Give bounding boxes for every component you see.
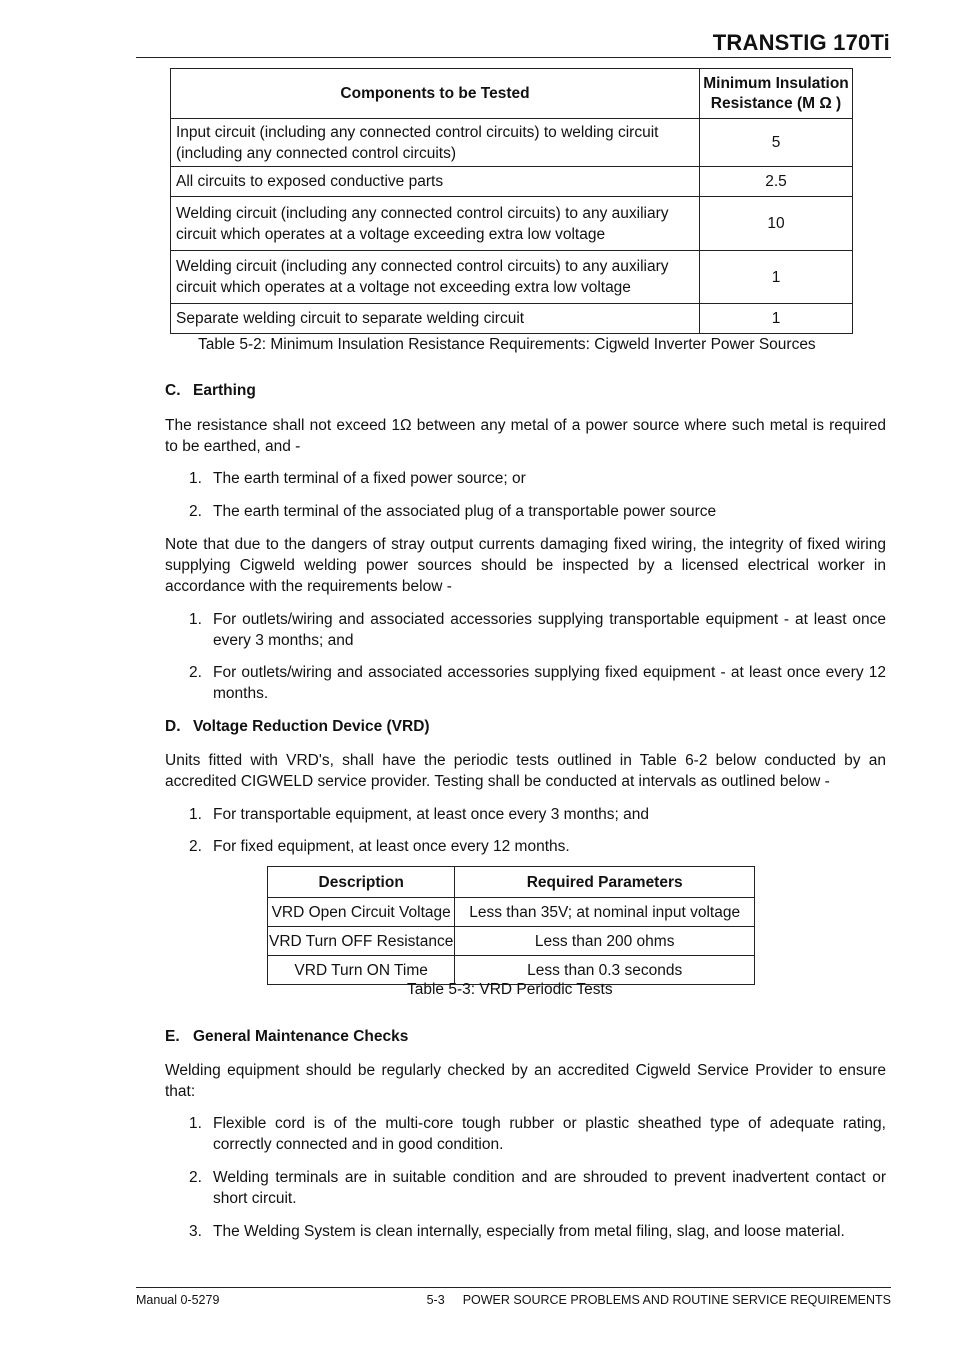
list-text: The earth terminal of the associated plug of a transportable power source — [213, 503, 717, 520]
table-cell: 1 — [700, 251, 853, 304]
list-number: 1. — [189, 806, 202, 823]
section-letter: E. — [165, 1028, 180, 1045]
column-header: Required Parameters — [455, 867, 755, 898]
vrd-periodic-tests-table — [267, 866, 755, 985]
list-text: Flexible cord is of the multi-core tough rubber or plastic sheathed type of adequate rating, correctly connected and in good condition. — [213, 1115, 886, 1153]
list-item — [189, 609, 886, 651]
list-text: For fixed equipment, at least once every 12 months. — [213, 838, 570, 855]
table-cell: VRD Open Circuit Voltage — [268, 898, 455, 927]
list-text: For outlets/wiring and associated accessories supplying transportable equipment - at least once every 3 months; and — [213, 611, 886, 649]
section-heading-general-maintenance — [165, 1028, 408, 1046]
paragraph: Units fitted with VRD's, shall have the periodic tests outlined in Table 6-2 below conducted by an accredited CIGWELD service provider. Testing shall be conducted at intervals as outlined below - — [165, 752, 886, 790]
table-row — [171, 167, 853, 197]
table-cell: Separate welding circuit to separate welding circuit — [171, 304, 700, 334]
list-number: 3. — [189, 1223, 202, 1240]
column-header-line: Resistance (M Ω ) — [710, 94, 842, 112]
table-cell: Input circuit (including any connected control circuits) to welding circuit (including any connected control circuits) — [171, 119, 700, 167]
section-heading-vrd — [165, 718, 430, 736]
list-item — [189, 1221, 886, 1242]
table-caption: Table 5-3: VRD Periodic Tests — [407, 981, 613, 998]
column-header: Components to be Tested — [171, 69, 700, 119]
list-number: 1. — [189, 470, 202, 487]
list-item — [189, 468, 886, 489]
list-item — [189, 1167, 886, 1209]
table-cell: VRD Turn ON Time — [268, 956, 455, 985]
footer-manual-number: Manual 0-5279 — [136, 1293, 220, 1307]
table-cell: Welding circuit (including any connected control circuits) to any auxiliary circuit which operates at a voltage not exceeding extra low voltage — [171, 251, 700, 304]
table-header-row — [268, 867, 755, 898]
table-cell: 1 — [700, 304, 853, 334]
paragraph: Welding equipment should be regularly checked by an accredited Cigweld Service Provider to ensure that: — [165, 1062, 886, 1100]
list-item — [189, 804, 886, 825]
section-letter: C. — [165, 382, 181, 399]
footer-divider — [136, 1287, 891, 1288]
table-row — [171, 119, 853, 167]
list-text: For transportable equipment, at least once every 3 months; and — [213, 806, 649, 823]
header-divider — [136, 57, 891, 58]
table-cell: All circuits to exposed conductive parts — [171, 167, 700, 197]
table-cell: 5 — [700, 119, 853, 167]
list-item — [189, 662, 886, 704]
list-number: 2. — [189, 503, 202, 520]
list-item — [189, 836, 886, 857]
column-header — [700, 69, 853, 119]
list-number: 2. — [189, 838, 202, 855]
table-cell: Less than 0.3 seconds — [455, 956, 755, 985]
section-title: Earthing — [193, 382, 256, 399]
footer-section-title: POWER SOURCE PROBLEMS AND ROUTINE SERVICE REQUIREMENTS — [462, 1293, 891, 1307]
list-number: 1. — [189, 1115, 202, 1132]
section-title: General Maintenance Checks — [193, 1028, 409, 1045]
list-item — [189, 501, 886, 522]
footer-page-number: 5-3 — [426, 1293, 445, 1307]
section-title: Voltage Reduction Device (VRD) — [193, 718, 430, 735]
list-number: 2. — [189, 1169, 202, 1186]
table-cell: 10 — [700, 197, 853, 251]
table-cell: 2.5 — [700, 167, 853, 197]
footer-section-info — [427, 1293, 891, 1307]
document-title: TRANSTIG 170Ti — [712, 30, 890, 55]
list-text: Welding terminals are in suitable condition and are shrouded to prevent inadvertent contact or short circuit. — [213, 1169, 886, 1207]
table-cell: VRD Turn OFF Resistance — [268, 927, 455, 956]
table-cell: Less than 35V; at nominal input voltage — [455, 898, 755, 927]
table-cell: Welding circuit (including any connected control circuits) to any auxiliary circuit which operates at a voltage exceeding extra low voltage — [171, 197, 700, 251]
column-header-line: Minimum Insulation — [703, 74, 849, 92]
table-cell: Less than 200 ohms — [455, 927, 755, 956]
table-caption: Table 5-2: Minimum Insulation Resistance Requirements: Cigweld Inverter Power Sources — [198, 336, 816, 353]
table-header-row — [171, 69, 853, 119]
list-number: 1. — [189, 611, 202, 628]
insulation-resistance-table — [170, 68, 853, 334]
list-number: 2. — [189, 664, 202, 681]
column-header: Description — [268, 867, 455, 898]
paragraph: The resistance shall not exceed 1Ω between any metal of a power source where such metal is required to be earthed, and - — [165, 417, 886, 455]
paragraph: Note that due to the dangers of stray output currents damaging fixed wiring, the integrity of fixed wiring supplying Cigweld welding power sources should be inspected by a licensed electrical worker in accordance with the requirements below - — [165, 536, 886, 595]
table-row — [171, 197, 853, 251]
table-row — [171, 304, 853, 334]
list-text: The Welding System is clean internally, especially from metal filing, slag, and loose material. — [213, 1223, 845, 1240]
list-text: For outlets/wiring and associated accessories supplying fixed equipment - at least once every 12 months. — [213, 664, 886, 702]
table-row — [171, 251, 853, 304]
list-text: The earth terminal of a fixed power source; or — [213, 470, 526, 487]
table-row — [268, 898, 755, 927]
table-row — [268, 927, 755, 956]
section-heading-earthing — [165, 382, 256, 400]
section-letter: D. — [165, 718, 181, 735]
list-item — [189, 1113, 886, 1155]
